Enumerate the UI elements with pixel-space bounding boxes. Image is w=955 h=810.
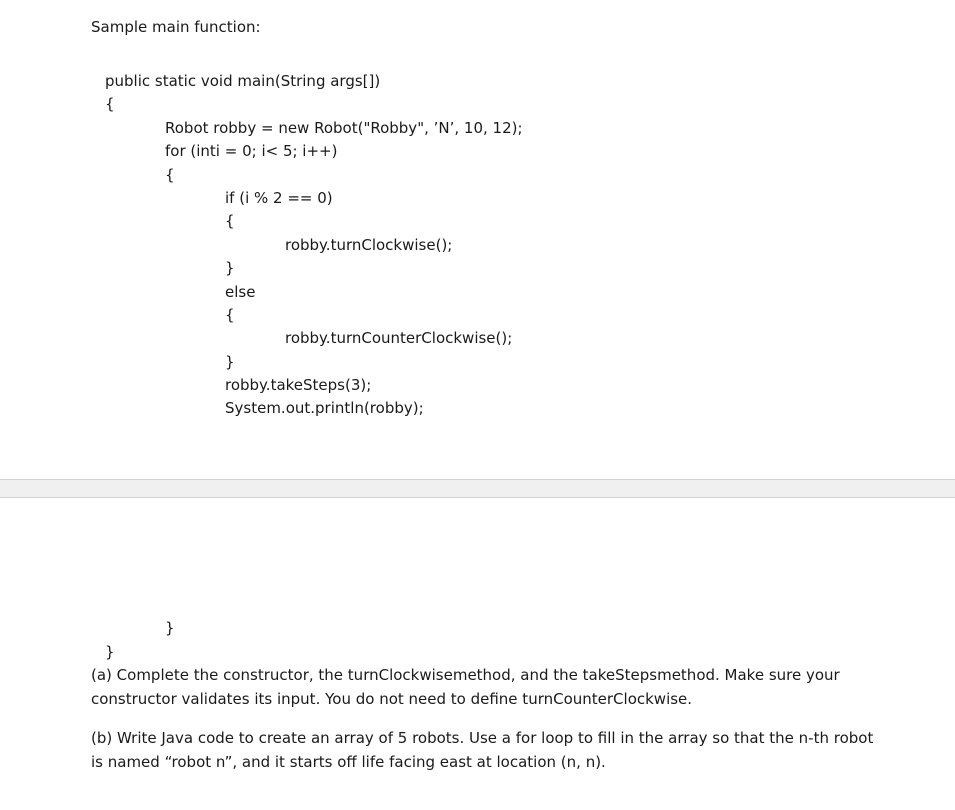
- question-b-line-2: is named “robot n”, and it starts off life facing east at location (n, n).: [91, 753, 606, 771]
- page-break-divider: [0, 479, 955, 498]
- question-a-line-1: (a) Complete the constructor, the turnClockwisemethod, and the takeStepsmethod. Make sure your: [91, 666, 840, 684]
- code-line-turn-counter-clockwise: robby.turnCounterClockwise();: [285, 329, 513, 347]
- code-line-robot-decl: Robot robby = new Robot("Robby", ’N’, 10, 12);: [165, 119, 523, 137]
- code-line-close-main: }: [105, 643, 115, 661]
- code-line-open-main: {: [105, 95, 115, 113]
- question-a-line-2: constructor validates its input. You do not need to define turnCounterClockwise.: [91, 690, 693, 708]
- section-heading: Sample main function:: [91, 18, 261, 36]
- code-line-for: for (inti = 0; i< 5; i++): [165, 142, 338, 160]
- code-line-open-if: {: [225, 212, 235, 230]
- code-line-signature: public static void main(String args[]): [105, 72, 381, 90]
- code-line-take-steps: robby.takeSteps(3);: [225, 376, 372, 394]
- question-b-line-1: (b) Write Java code to create an array of 5 robots. Use a for loop to fill in the array so that the n-th robot: [91, 729, 874, 747]
- code-line-close-for: }: [165, 619, 175, 637]
- code-line-else: else: [225, 283, 256, 301]
- code-line-turn-clockwise: robby.turnClockwise();: [285, 236, 453, 254]
- code-line-println: System.out.println(robby);: [225, 399, 424, 417]
- code-line-close-if: }: [225, 259, 235, 277]
- code-line-open-for: {: [165, 166, 175, 184]
- code-line-if: if (i % 2 == 0): [225, 189, 333, 207]
- code-line-close-else: }: [225, 353, 235, 371]
- code-line-open-else: {: [225, 306, 235, 324]
